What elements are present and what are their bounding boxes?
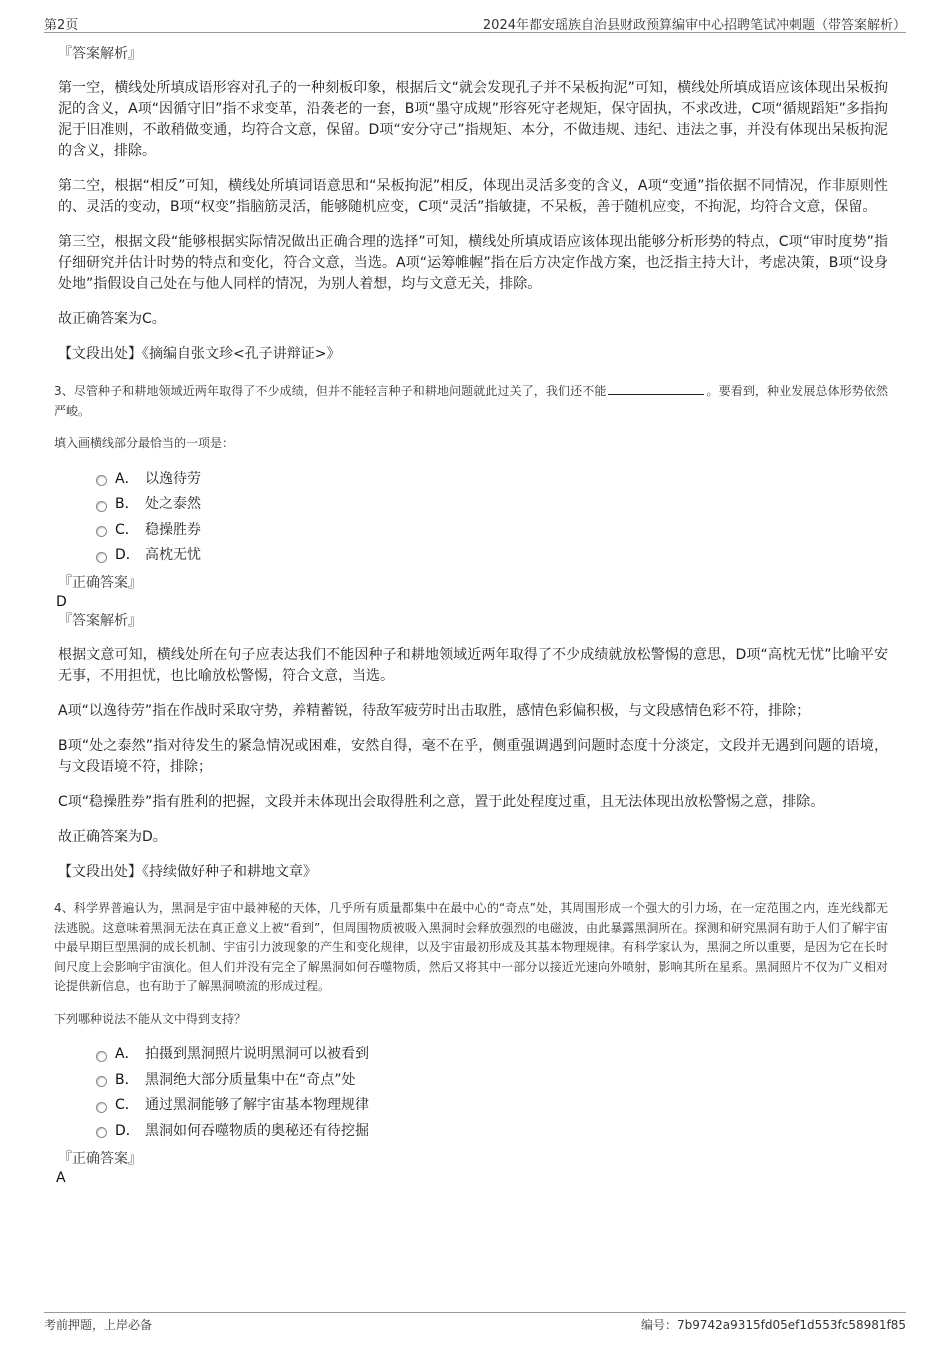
correct-answer-label: 『正确答案』 [58,575,142,591]
page-content [54,44,888,1187]
document-serial-number: 编号：7b9742a9315fd05ef1d553fc58981f85 [640,1318,906,1332]
radio-button[interactable] [96,501,107,512]
option-a[interactable] [96,1041,888,1067]
analysis-paragraph: B项“处之泰然”指对待发生的紧急情况或困难，安然自得，毫不在乎，侧重强调遇到问题时态度十分淡定，文段并无遇到问题的语境，与文段语境不符，排除； [58,738,888,775]
correct-answer-statement: 故正确答案为D。 [58,829,167,845]
option-c[interactable] [96,516,888,542]
option-d[interactable] [96,542,888,568]
option-letter: C． [115,521,139,538]
option-text: 高枕无忧 [145,547,201,564]
correct-answer-label: 『正确答案』 [58,1150,142,1167]
option-text: 拍摄到黑洞照片说明黑洞可以被看到 [145,1046,369,1063]
question-text: 4、科学界普遍认为，黑洞是宇宙中最神秘的天体，几乎所有质量都集中在最中心的“奇点”处，其周围形成一个强大的引力场，在一定范围之内，连光线都无法逃脱。这意味着黑洞无法在真正意义上被“看到”，但周围物质被吸入黑洞时会释放强烈的电磁波，由此暴露黑洞所在。探测和研究黑洞有助于人们了解宇宙中最早期巨型黑洞的成长机制、宇宙引力波现象的产生和变化规律，以及宇宙最初形成及其基本物理规律。有科学家认为，黑洞之所以重要，是因为它在长时间尺度上会影响宇宙演化。但人们并没有完全了解黑洞如何吞噬物质，然后又将其中一部分以接近光速向外喷射，影响其所在星系。黑洞照片不仅为广义相对论提供新信息，也有助于了解黑洞喷流的形成过程。 [54,901,888,993]
fill-in-blank [608,382,704,395]
correct-answer-value: D [56,594,67,610]
option-b[interactable] [96,1066,888,1092]
option-letter: C． [115,1097,139,1114]
question-text [54,381,888,421]
option-letter: D． [115,1122,140,1139]
footer-slogan: 考前押题，上岸必备 [44,1318,153,1332]
option-d[interactable] [96,1117,888,1143]
question-3 [54,381,888,883]
radio-button[interactable] [96,1076,107,1087]
option-list [96,1041,888,1143]
correct-answer-statement: 故正确答案为C。 [58,311,166,327]
radio-button[interactable] [96,526,107,537]
question-prompt: 下列哪种说法不能从文中得到支持？ [54,1011,247,1026]
option-a[interactable] [96,465,888,491]
question-text-after: 。要看到，种业发展总体形势依然严峻。 [54,384,888,418]
option-text: 处之泰然 [145,496,201,513]
option-letter: B． [115,1071,139,1088]
radio-button[interactable] [96,552,107,563]
option-c[interactable] [96,1092,888,1118]
analysis-label: 『答案解析』 [58,46,142,62]
option-letter: A． [115,470,139,487]
option-letter: A． [115,1046,139,1063]
option-letter: B． [115,496,139,513]
analysis-label: 『答案解析』 [58,613,142,629]
analysis-paragraph: C项“稳操胜券”指有胜利的把握，文段并未体现出会取得胜利之意，置于此处程度过重，且无法体现出放松警惕之意，排除。 [58,794,825,810]
source-citation: 【文段出处】《摘编自张文珍<孔子讲辩证>》 [58,346,341,362]
q2-analysis-section [58,44,888,365]
option-list [96,465,888,567]
option-text: 黑洞绝大部分质量集中在“奇点”处 [145,1071,356,1088]
radio-button[interactable] [96,1102,107,1113]
analysis-paragraph: 第一空，横线处所填成语形容对孔子的一种刻板印象，根据后文“就会发现孔子并不呆板拘泥”可知，横线处所填成语应该体现出呆板拘泥的含义，A项“因循守旧”指不求变革，沿袭老的一套，B项“墨守成规”形容死守老规矩，保守固执，不求改进，C项“循规蹈矩”多指拘泥于旧准则，不敢稍做变通，均符合文意，保留。D项“安分守己”指规矩、本分，不做违规、违纪、违法之事，并没有体现出呆板拘泥的含义，排除。 [58,80,888,159]
question-4 [54,899,888,1187]
option-b[interactable] [96,491,888,517]
page-footer [44,1312,906,1332]
analysis-paragraph: 根据文意可知，横线处所在句子应表达我们不能因种子和耕地领域近两年取得了不少成绩就放松警惕的意思，D项“高枕无忧”比喻平安无事，不用担忧，也比喻放松警惕，符合文意，当选。 [58,647,888,684]
analysis-paragraph: A项“以逸待劳”指在作战时采取守势，养精蓄锐，待敌军疲劳时出击取胜，感情色彩偏积极，与文段感情色彩不符，排除； [58,703,811,719]
source-citation: 【文段出处】《持续做好种子和耕地文章》 [58,864,317,880]
page-header [44,14,906,33]
analysis-paragraph: 第三空，根据文段“能够根据实际情况做出正确合理的选择”可知，横线处所填成语应该体现出能够分析形势的特点，C项“审时度势”指仔细研究并估计时势的特点和变化，符合文意，当选。A项“运筹帷幄”指在后方决定作战方案，也泛指主持大计，考虑决策，B项“设身处地”指假设自己处在与他人同样的情况，为别人着想，均与文意无关，排除。 [58,234,888,292]
radio-button[interactable] [96,1127,107,1138]
option-text: 通过黑洞能够了解宇宙基本物理规律 [145,1097,369,1114]
question-prompt: 填入画横线部分最恰当的一项是： [54,436,235,450]
radio-button[interactable] [96,475,107,486]
question-text-before: 3、尽管种子和耕地领域近两年取得了不少成绩，但并不能轻言种子和耕地问题就此过关了，我们还不能 [54,384,607,398]
correct-answer-value: A [56,1169,66,1186]
page-number: 第2页 [44,18,79,33]
radio-button[interactable] [96,1051,107,1062]
option-letter: D． [115,547,140,564]
analysis-paragraph: 第二空，根据“相反”可知，横线处所填词语意思和“呆板拘泥”相反，体现出灵活多变的含义，A项“变通”指依据不同情况，作非原则性的、灵活的变动，B项“权变”指脑筋灵活，能够随机应变，C项“灵活”指敏捷，不呆板，善于随机应变，不拘泥，均符合文意，保留。 [58,178,888,215]
option-text: 以逸待劳 [145,470,201,487]
option-text: 稳操胜券 [145,521,201,538]
document-title: 2024年都安瑶族自治县财政预算编审中心招聘笔试冲刺题（带答案解析） [482,18,906,33]
option-text: 黑洞如何吞噬物质的奥秘还有待挖掘 [145,1122,369,1139]
